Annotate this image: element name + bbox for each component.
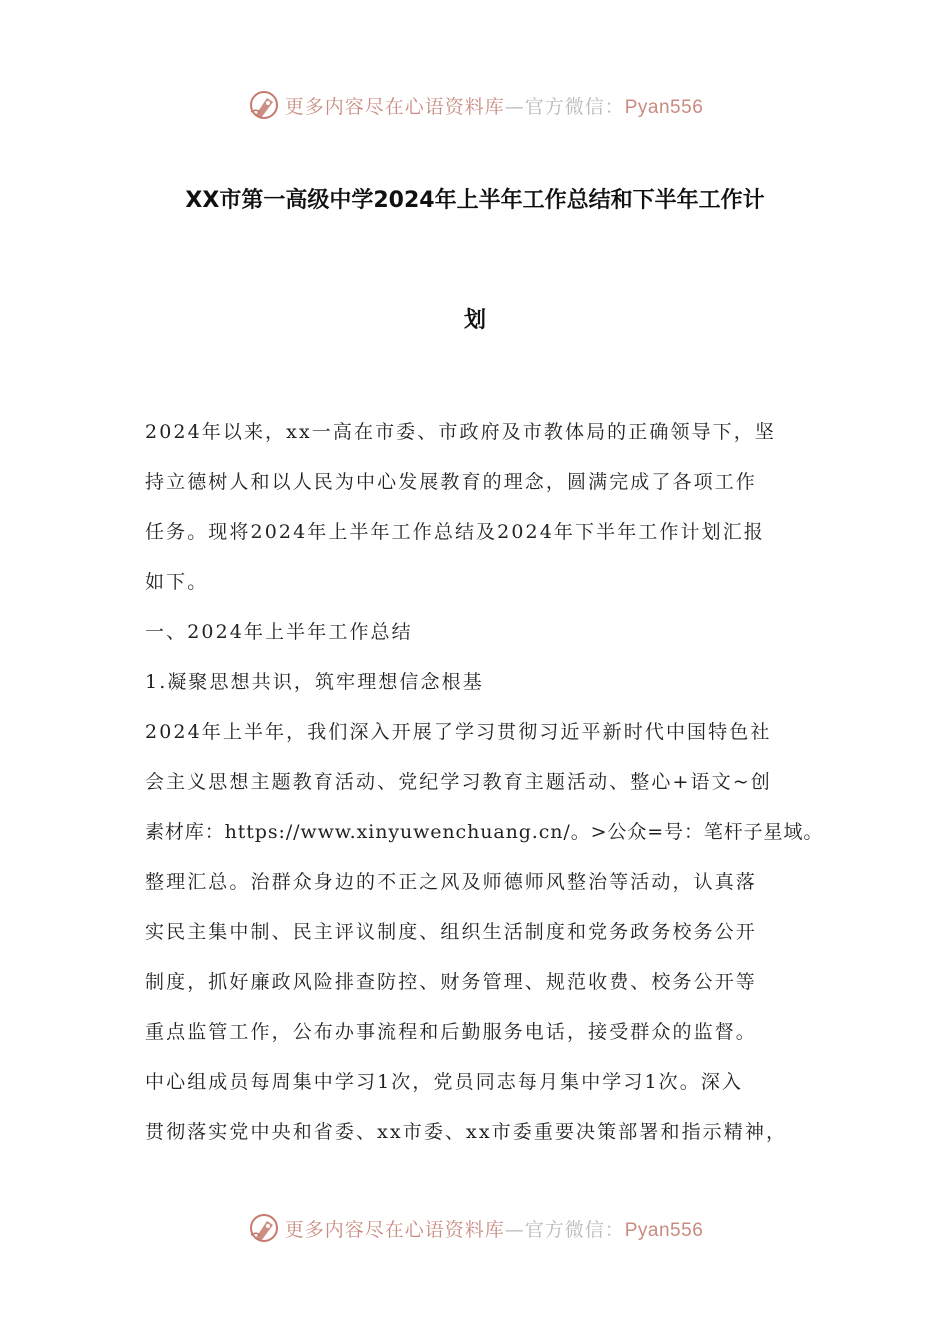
watermark-text — [285, 1215, 704, 1242]
document-title-line2: 划 — [463, 308, 486, 333]
body-line: 2024年以来，xx一高在市委、市政府及市教体局的正确领导下，坚 — [145, 421, 776, 443]
body-line: 2024年上半年，我们深入开展了学习贯彻习近平新时代中国特色社 — [145, 721, 772, 743]
body-line: 重点监管工作，公布办事流程和后勤服务电话，接受群众的监督。 — [145, 1021, 757, 1043]
watermark-separator: — — [504, 95, 525, 118]
body-line: 会主义思想主题教育活动、党纪学习教育主题活动、整心+语文~创 — [145, 771, 772, 793]
pen-nib-icon — [247, 88, 281, 122]
document-title-line1: XX市第一高级中学2024年上半年工作总结和下半年工作计 — [185, 188, 765, 213]
body-line: 制度，抓好廉政风险排查防控、财务管理、规范收费、校务公开等 — [145, 971, 757, 993]
watermark-brand: 更多内容尽在心语资料库 — [284, 1218, 505, 1241]
body-line: 整理汇总。治群众身边的不正之风及师德师风整治等活动，认真落 — [145, 871, 757, 893]
body-line: 如下。 — [145, 571, 209, 593]
watermark-banner-bottom — [0, 1203, 950, 1253]
body-line: 素材库：https://www.xinyuwenchuang.cn/。>公众=号：笔杆子星域。 — [145, 821, 824, 843]
body-line: 任务。现将2024年上半年工作总结及2024年下半年工作计划汇报 — [145, 521, 765, 543]
body-line: 实民主集中制、民主评议制度、组织生活制度和党务政务校务公开 — [145, 921, 757, 943]
watermark-banner-top — [0, 80, 950, 130]
subsection-heading: 1.凝聚思想共识，筑牢理想信念根基 — [145, 671, 484, 693]
body-line: 持立德树人和以人民为中心发展教育的理念，圆满完成了各项工作 — [145, 471, 757, 493]
body-line: 贯彻落实党中央和省委、xx市委、xx市委重要决策部署和指示精神， — [145, 1121, 788, 1143]
body-line: 中心组成员每周集中学习1次，党员同志每月集中学习1次。深入 — [145, 1071, 744, 1093]
watermark-handle: Pyan556 — [624, 96, 704, 118]
watermark-handle: Pyan556 — [624, 1219, 704, 1241]
watermark-label: 官方微信： — [524, 1218, 625, 1241]
watermark-text — [285, 92, 704, 119]
pen-nib-icon — [247, 1211, 281, 1245]
watermark-brand: 更多内容尽在心语资料库 — [284, 95, 505, 118]
section-heading: 一、2024年上半年工作总结 — [145, 621, 413, 643]
document-body — [145, 414, 825, 1164]
watermark-separator: — — [504, 1218, 525, 1241]
watermark-label: 官方微信： — [524, 95, 625, 118]
